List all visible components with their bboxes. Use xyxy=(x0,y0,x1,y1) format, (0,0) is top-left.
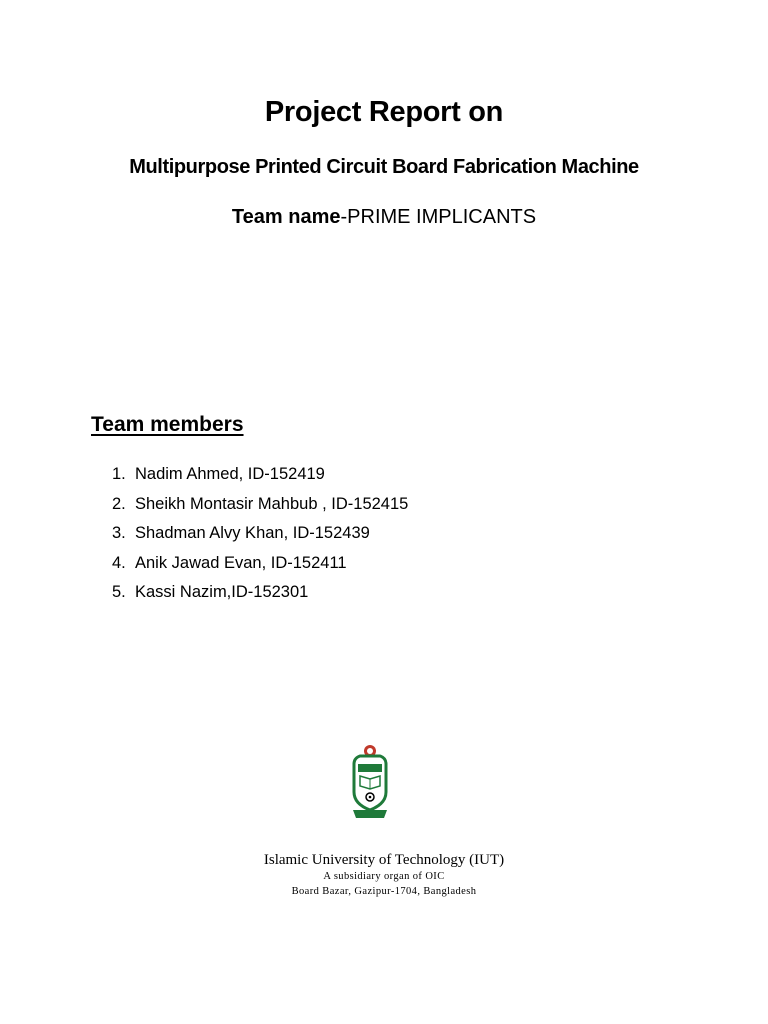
member-text: Anik Jawad Evan, ID-152411 xyxy=(135,553,347,572)
iut-emblem-icon xyxy=(350,742,390,822)
member-item xyxy=(112,460,408,490)
member-number: 3. xyxy=(112,524,126,542)
team-members-heading: Team members xyxy=(91,413,244,436)
university-address: Board Bazar, Gazipur-1704, Bangladesh xyxy=(291,886,477,897)
member-item xyxy=(112,578,408,608)
member-item xyxy=(112,549,408,579)
team-members-list xyxy=(112,460,408,608)
team-name-label: Team name xyxy=(231,206,341,228)
project-subtitle: Multipurpose Printed Circuit Board Fabrication Machine xyxy=(129,156,639,178)
member-number: 5. xyxy=(112,583,126,601)
page-title: Project Report on xyxy=(264,96,504,128)
member-text: Sheikh Montasir Mahbub , ID-152415 xyxy=(135,494,409,513)
member-text: Shadman Alvy Khan, ID-152439 xyxy=(135,524,370,542)
university-subsidiary: A subsidiary organ of OIC xyxy=(323,871,445,882)
member-number: 1. xyxy=(112,465,126,483)
team-name-value: -PRIME IMPLICANTS xyxy=(340,206,537,228)
member-item xyxy=(112,490,408,520)
member-number: 4. xyxy=(112,553,126,572)
member-text: Nadim Ahmed, ID-152419 xyxy=(135,465,325,483)
member-text: Kassi Nazim,ID-152301 xyxy=(135,583,309,601)
member-number: 2. xyxy=(112,494,126,513)
university-info xyxy=(0,852,768,899)
university-name: Islamic University of Technology (IUT) xyxy=(263,852,505,868)
member-item xyxy=(112,519,408,549)
team-name-line xyxy=(0,206,768,229)
